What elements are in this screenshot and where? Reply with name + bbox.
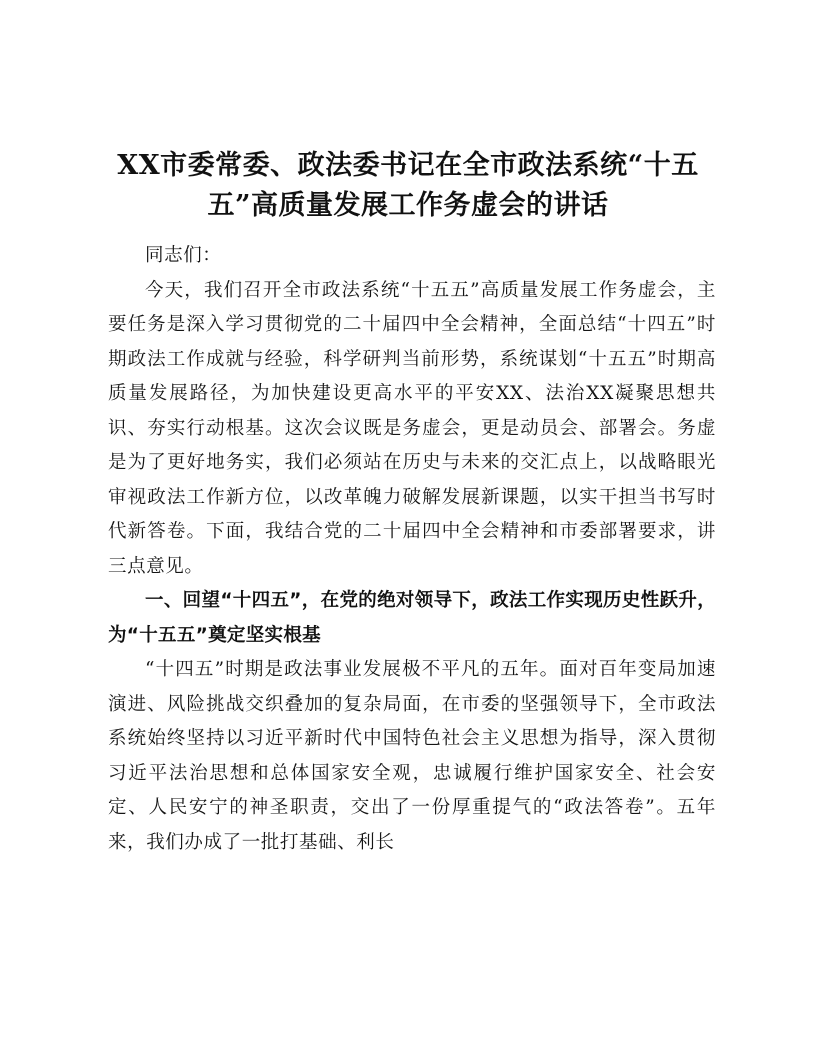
opening-paragraph: 今天，我们召开全市政法系统“十五五”高质量发展工作务虚会，主要任务是深入学习贯彻党的二十届四中全会精神，全面总结“十四五”时期政法工作成就与经验，科学研判当前形势，系统谋划“十五五”时期高质量发展路径，为加快建设更高水平的平安XX、法治XX凝聚思想共识、夯实行动根基。这次会议既是务虚会，更是动员会、部署会。务虚是为了更好地务实，我们必须站在历史与未来的交汇点上，以战略眼光审视政法工作新方位，以改革魄力破解发展新课题，以实干担当书写时代新答卷。下面，我结合党的二十届四中全会精神和市委部署要求，讲三点意见。 bbox=[108, 279, 716, 577]
section-1-paragraph: “十四五”时期是政法事业发展极不平凡的五年。面对百年变局加速演进、风险挑战交织叠加的复杂局面，在市委的坚强领导下，全市政法系统始终坚持以习近平新时代中国特色社会主义思想为指导，深入贯彻习近平法治思想和总体国家安全观，忠诚履行维护国家安全、社会安定、人民安宁的神圣职责，交出了一份厚重提气的“政法答卷”。五年来，我们办成了一批打基础、利长 bbox=[108, 659, 716, 853]
salutation: 同志们： bbox=[145, 245, 222, 266]
section-heading-1: 一、回望“十四五”，在党的绝对领导下，政法工作实现历史性跃升，为“十五五”奠定坚实根基 bbox=[108, 590, 716, 646]
document-title: XX市委常委、政法委书记在全市政法系统“十五五”高质量发展工作务虚会的讲话 bbox=[117, 150, 699, 221]
document-body bbox=[108, 239, 716, 860]
